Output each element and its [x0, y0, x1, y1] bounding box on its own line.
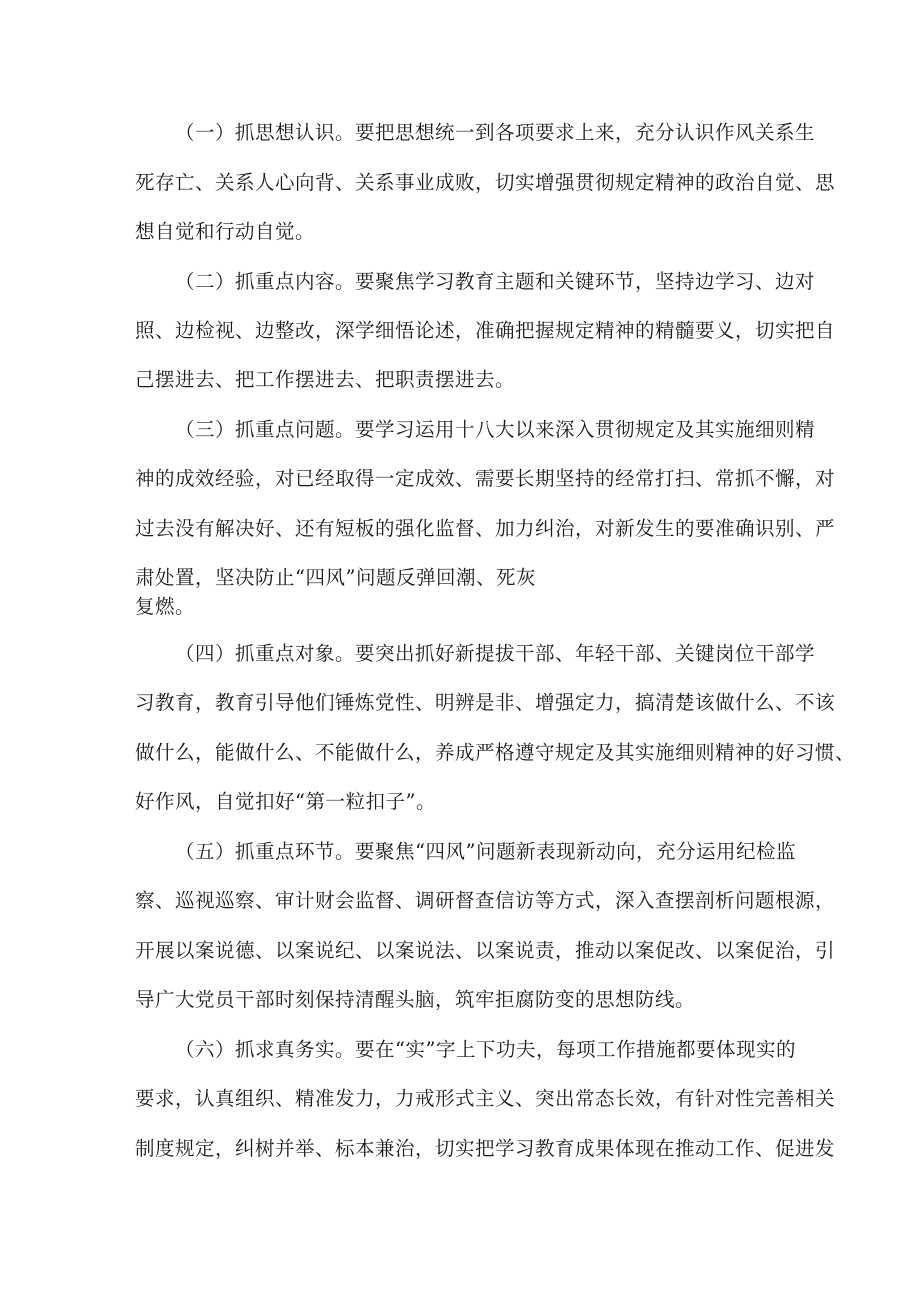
paragraph-4-line-4: 好作风，自觉扣好“第一粒扣子”。: [135, 790, 436, 813]
paragraph-6-line-3: 制度规定，纠树并举、标本兼治，切实把学习教育成果体现在推动工作、促进发: [135, 1137, 836, 1160]
paragraph-3-line-2: 神的成效经验，对已经取得一定成效、需要长期坚持的经常打扫、常抓不懈，对: [135, 467, 836, 490]
paragraph-2-line-1: （二）抓重点内容。要聚焦学习教育主题和关键环节，坚持边学习、边对: [175, 270, 816, 293]
paragraph-4-line-3: 做什么，能做什么、不能做什么，养成严格遵守规定及其实施细则精神的好习惯、: [135, 741, 856, 764]
paragraph-1-line-1: （一）抓思想认识。要把思想统一到各项要求上来，充分认识作风关系生: [175, 121, 816, 144]
paragraph-3-line-4: 肃处置，坚决防止“四风”问题反弹回潮、死灰: [135, 566, 536, 589]
paragraph-3-line-3: 过去没有解决好、还有短板的强化监督、加力纠治，对新发生的要准确识别、严: [135, 517, 836, 540]
paragraph-4-line-1: （四）抓重点对象。要突出抓好新提拔干部、年轻干部、关键岗位干部学: [175, 642, 816, 665]
paragraph-1-line-2: 死存亡、关系人心向背、关系事业成败，切实增强贯彻规定精神的政治自觉、思: [135, 171, 836, 194]
paragraph-1-line-3: 想自觉和行动自觉。: [135, 220, 316, 243]
paragraph-2-line-3: 己摆进去、把工作摆进去、把职责摆进去。: [135, 368, 516, 391]
paragraph-3-line-1: （三）抓重点问题。要学习运用十八大以来深入贯彻规定及其实施细则精: [175, 418, 816, 441]
paragraph-5-line-2: 察、巡视巡察、审计财会监督、调研督查信访等方式，深入查摆剖析问题根源，: [135, 889, 836, 912]
paragraph-5-line-1: （五）抓重点环节。要聚焦“四风”问题新表现新动向，充分运用纪检监: [175, 840, 796, 863]
paragraph-4-line-2: 习教育，教育引导他们锤炼党性、明辨是非、增强定力，搞清楚该做什么、不该: [135, 691, 836, 714]
paragraph-5-line-3: 开展以案说德、以案说纪、以案说法、以案说责，推动以案促改、以案促治，引: [135, 939, 836, 962]
paragraph-2-line-2: 照、边检视、边整改，深学细悟论述，准确把握规定精神的精髓要义，切实把自: [135, 319, 836, 342]
paragraph-3-line-5: 复燃。: [135, 595, 196, 618]
paragraph-5-line-4: 导广大党员干部时刻保持清醒头脑，筑牢拒腐防变的思想防线。: [135, 988, 696, 1011]
paragraph-6-line-1: （六）抓求真务实。要在“实”字上下功夫，每项工作措施都要体现实的: [175, 1038, 796, 1061]
paragraph-6-line-2: 要求，认真组织、精准发力，力戒形式主义、突出常态长效，有针对性完善相关: [135, 1087, 836, 1110]
